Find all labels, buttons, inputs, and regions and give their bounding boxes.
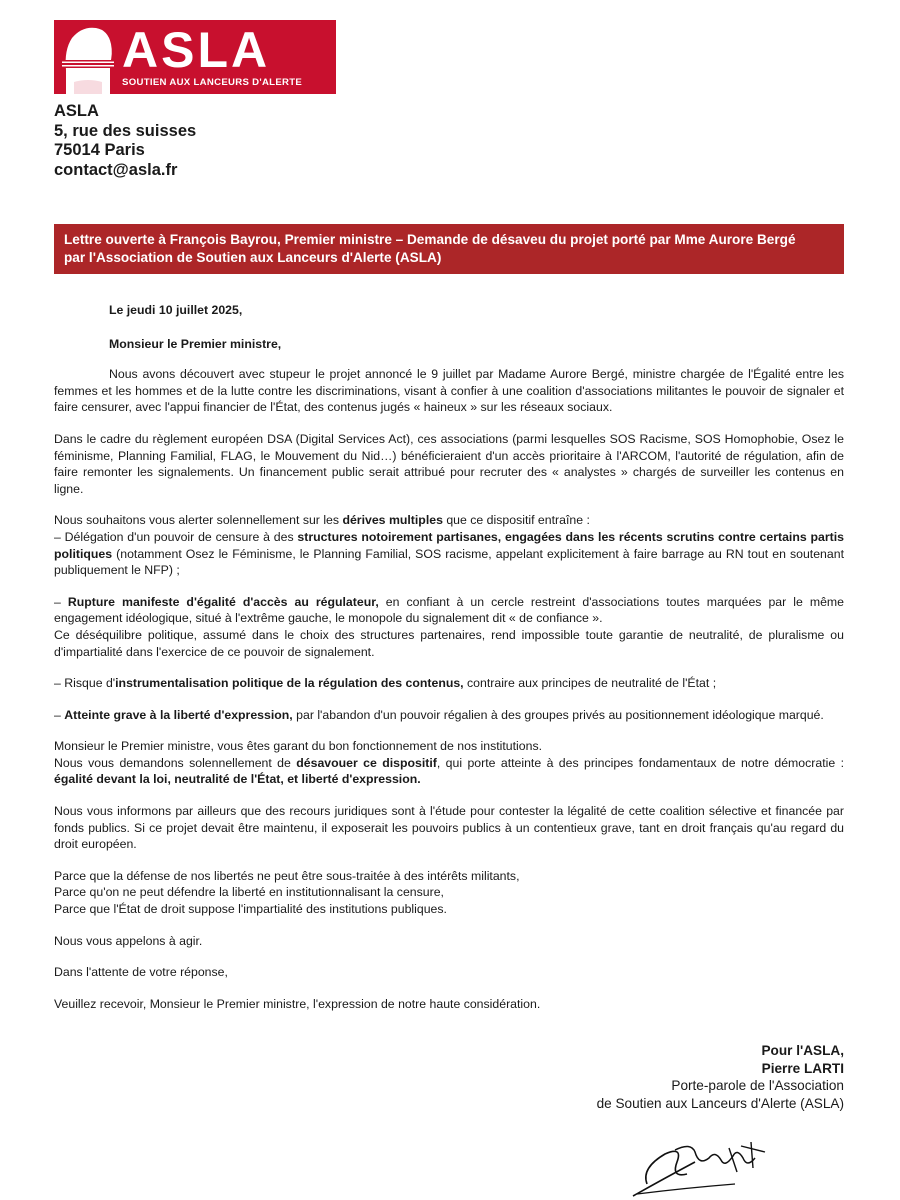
paragraph-demande: Nous vous demandons solennellement de désavouer ce dispositif, qui porte atteinte à des principes fondamentaux de notre démocratie : égalité devant la loi, neutralité de l'État, et liberté d'expression. xyxy=(54,755,844,787)
handwritten-signature xyxy=(625,1128,770,1200)
sender-city: 75014 Paris xyxy=(54,141,145,159)
closing-formula: Veuillez recevoir, Monsieur le Premier ministre, l'expression de notre haute considération. xyxy=(54,996,541,1011)
line-parce-1: Parce que la défense de nos libertés ne peut être sous-traitée à des intérêts militants, xyxy=(54,868,520,883)
sender-address xyxy=(54,102,196,180)
logo-subtitle: SOUTIEN AUX LANCEURS D'ALERTE xyxy=(122,77,303,88)
bullet-atteinte: – Atteinte grave à la liberté d'expression, par l'abandon d'un pouvoir régalien à des groupes privés au positionnement idéologique marqué. xyxy=(54,707,824,722)
signatory-role-2: de Soutien aux Lanceurs d'Alerte (ASLA) xyxy=(596,1095,844,1111)
banner-line-1: Lettre ouverte à François Bayrou, Premier ministre – Demande de désaveu du projet porté par Mme Aurore Bergé xyxy=(64,232,796,247)
line-parce-3: Parce que l'État de droit suppose l'impartialité des institutions publiques. xyxy=(54,902,447,917)
letter-date: Le jeudi 10 juillet 2025, xyxy=(109,303,243,317)
bullet-instrumentalisation: – Risque d'instrumentalisation politique de la régulation des contenus, contraire aux principes de neutralité de l'État ; xyxy=(54,676,717,691)
signatory-name: Pierre LARTI xyxy=(761,1060,844,1076)
paragraph-desequilibre: Ce déséquilibre politique, assumé dans le choix des structures partenaires, rend impossible toute garantie de neutralité, de pluralisme ou d'impartialité dans l'exercice de ce pouvoir de signalement. xyxy=(54,627,844,659)
bullet-delegation: – Délégation d'un pouvoir de censure à des structures notoirement partisanes, engagées dans les récents scrutins contre certains partis politiques (notamment Osez le Féminisme, le Planning Familial, SOS racisme, appelant explicitement à faire barrage au RN tout en soutenant publiquement le NFP) ; xyxy=(54,529,844,578)
asla-logo xyxy=(54,20,336,94)
signatory-role-1: Porte-parole de l'Association xyxy=(671,1078,844,1093)
line-parce-2: Parce qu'on ne peut défendre la liberté en institutionnalisant la censure, xyxy=(54,885,444,900)
letter-salutation: Monsieur le Premier ministre, xyxy=(109,336,282,351)
letter-body xyxy=(54,302,844,1012)
signature-for: Pour l'ASLA, xyxy=(761,1043,844,1058)
banner-line-2: par l'Association de Soutien aux Lanceurs d'Alerte (ASLA) xyxy=(64,250,442,265)
gagged-head-icon xyxy=(54,20,120,94)
signature-block xyxy=(597,1042,844,1112)
logo-title: ASLA xyxy=(122,22,271,78)
letter-title-banner xyxy=(54,224,844,274)
paragraph-intro: Nous avons découvert avec stupeur le projet annoncé le 9 juillet par Madame Aurore Bergé, ministre chargée de l'Égalité entre les femmes et les hommes et de la lutte contre les discriminations, visant à confier à une coalition d'associations militantes le pouvoir de signaler et faire censurer, avec l'appui financier de l'État, des contenus jugés « haineux » sur les réseaux sociaux. xyxy=(54,367,844,415)
paragraph-dsa: Dans le cadre du règlement européen DSA (Digital Services Act), ces associations (parmi lesquelles SOS Racisme, SOS Homophobie, Osez le féminisme, Planning Familial, FLAG, le Mouvement du Nid…) bénéficieraient d'un accès prioritaire à l'ARCOM, l'autorité de régulation, afin de faire remonter les signalements. Un financement public serait attribué pour recruter des « analystes » chargés de surveiller les contenus en ligne. xyxy=(54,431,844,496)
sender-name: ASLA xyxy=(54,102,99,120)
sender-street: 5, rue des suisses xyxy=(54,121,197,140)
paragraph-attente: Dans l'attente de votre réponse, xyxy=(54,965,228,980)
paragraph-garant: Monsieur le Premier ministre, vous êtes garant du bon fonctionnement de nos institutions. xyxy=(54,739,543,754)
paragraph-appel: Nous vous appelons à agir. xyxy=(54,933,203,948)
bullet-rupture: – Rupture manifeste d'égalité d'accès au régulateur, en confiant à un cercle restreint d'associations toutes marquées par le même engagement idéologique, situé à l'extrême gauche, le monopole du signalement dit « de confiance ». xyxy=(54,594,844,626)
sender-email: contact@asla.fr xyxy=(54,160,178,179)
paragraph-alert: Nous souhaitons vous alerter solennellement sur les dérives multiples que ce dispositif entraîne : xyxy=(54,513,590,528)
paragraph-recours: Nous vous informons par ailleurs que des recours juridiques sont à l'étude pour contester la légalité de cette coalition sélective et financée par fonds publics. Si ce projet devait être maintenu, il exposerait les pouvoirs publics à un contentieux grave, tant en droit français qu'au regard du droit européen. xyxy=(54,804,844,852)
